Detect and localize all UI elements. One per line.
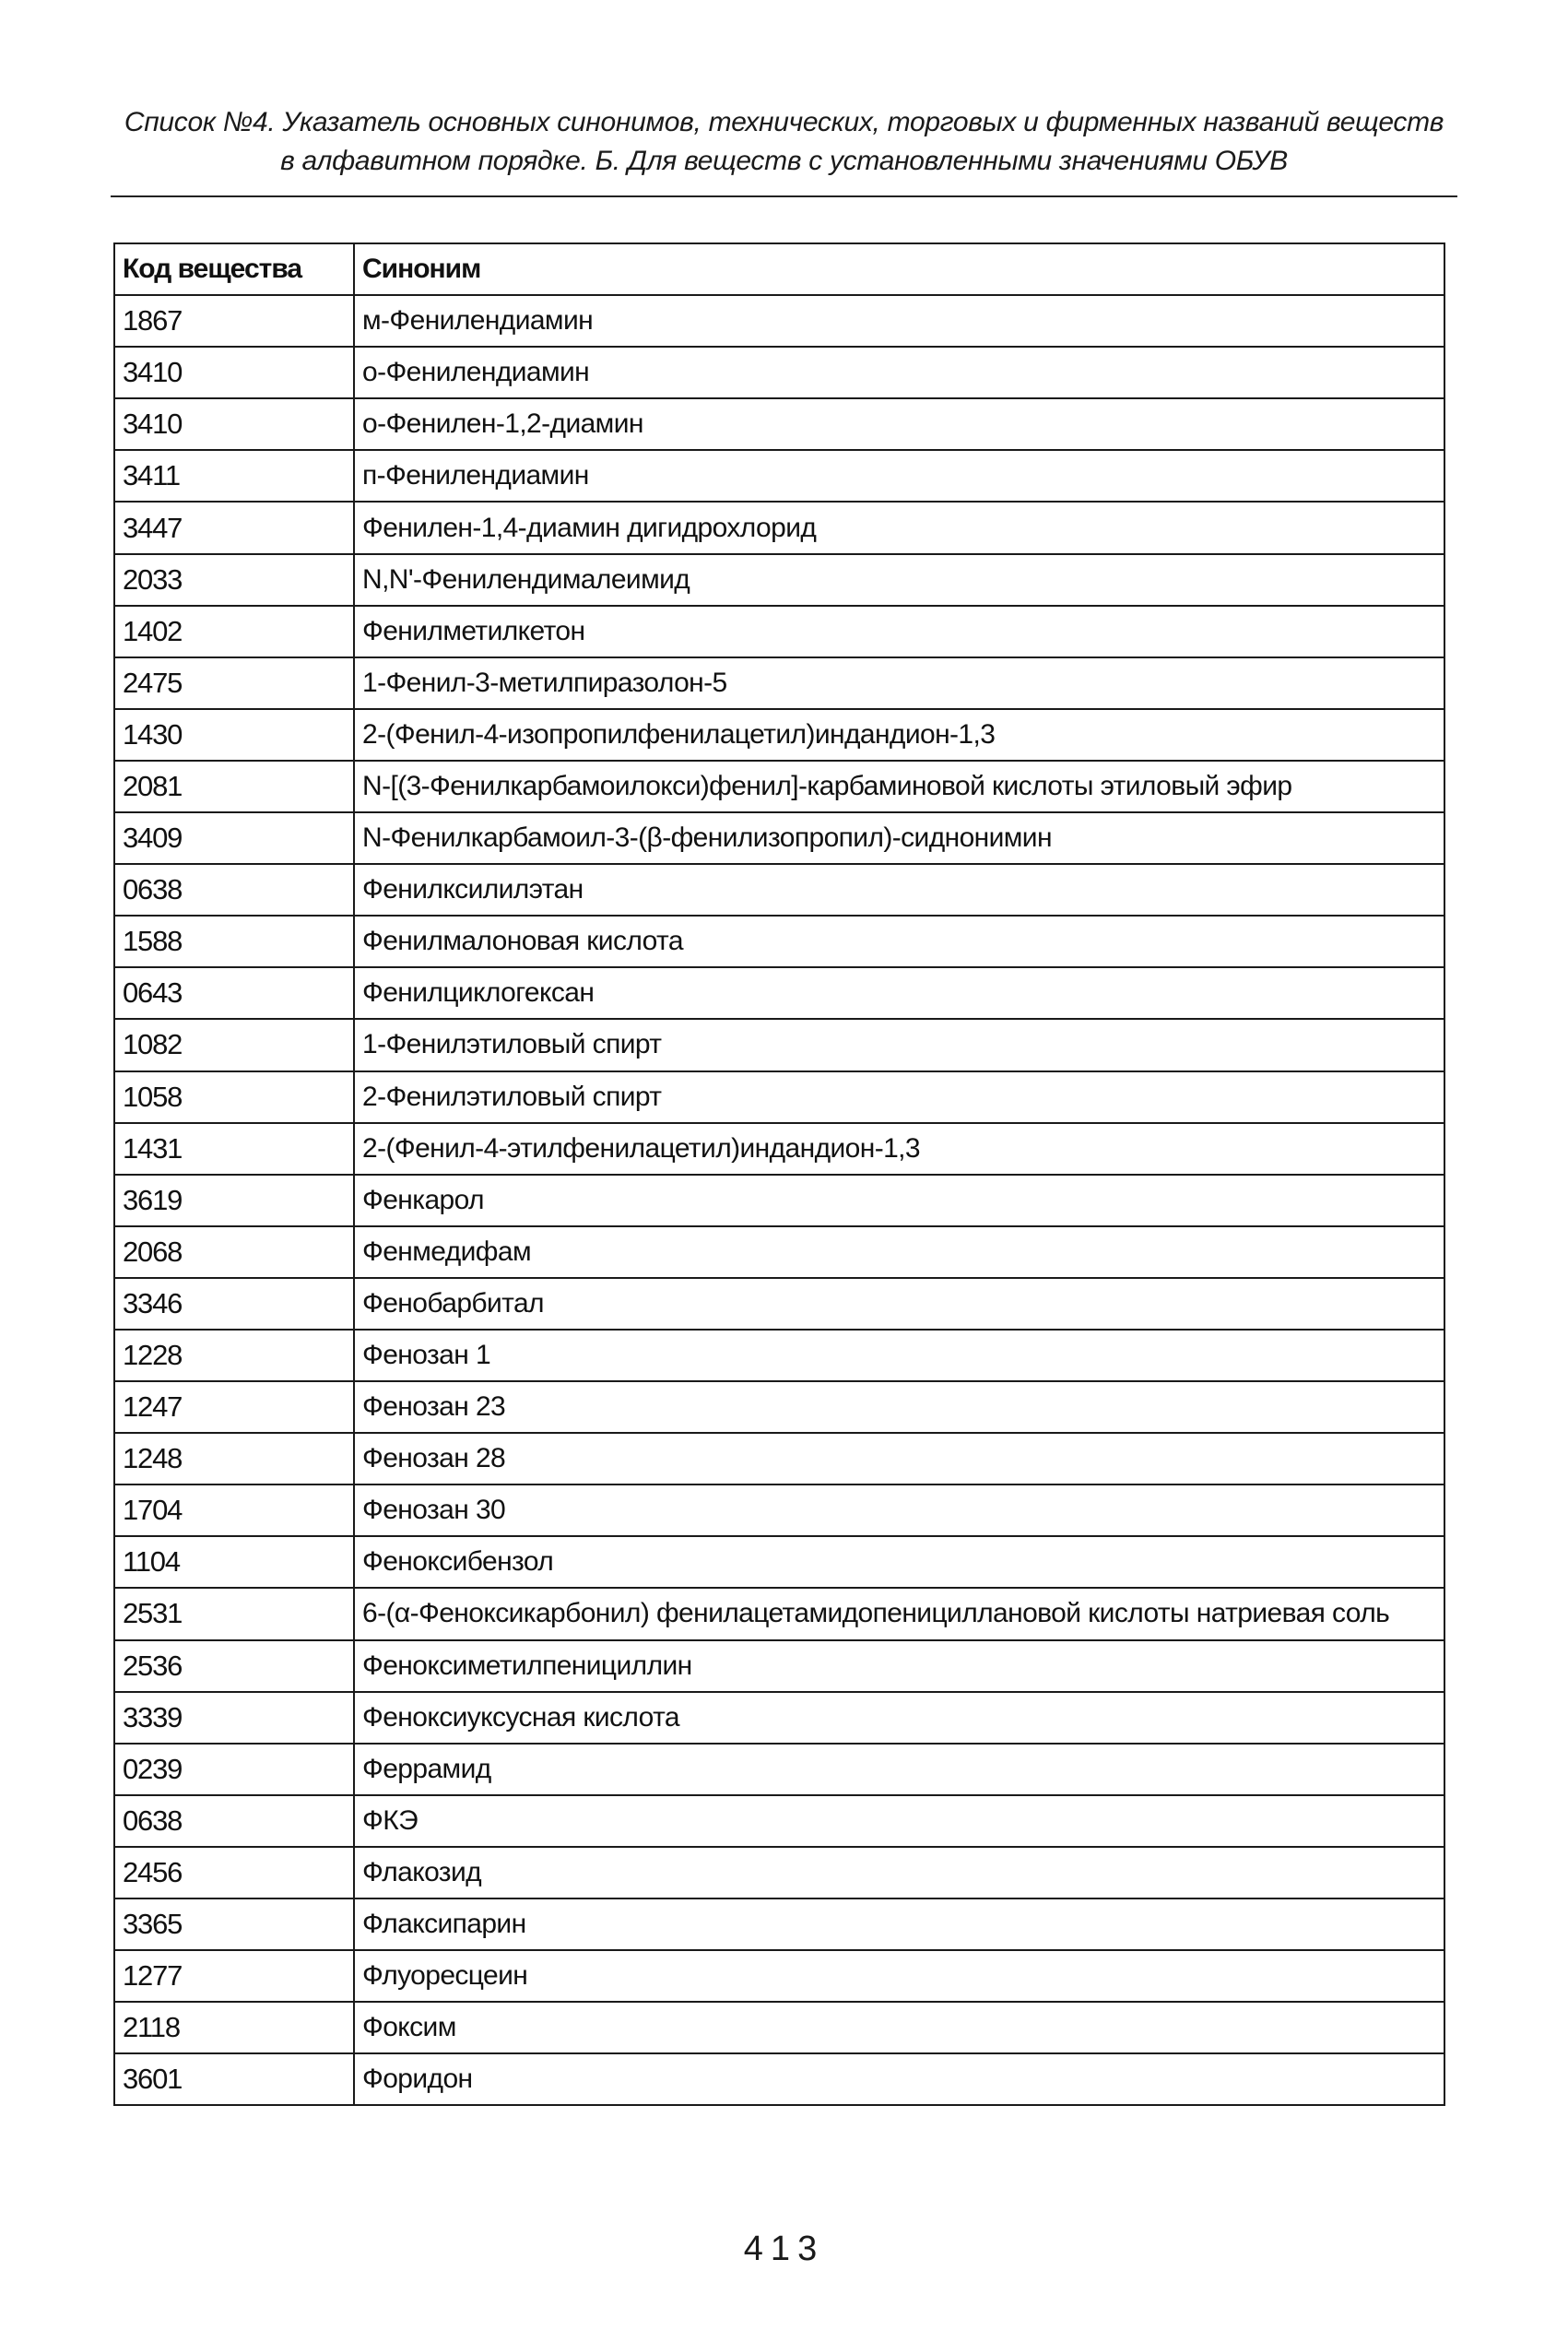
synonym-cell: Фенозан 28 xyxy=(354,1433,1444,1484)
table-row xyxy=(114,761,1444,812)
synonym-cell: 6-(α-Феноксикарбонил) фенилацетамидопенициллановой кислоты натриевая соль xyxy=(354,1588,1444,1639)
substance-code-cell: 1402 xyxy=(114,606,354,657)
substance-code-cell: 2531 xyxy=(114,1588,354,1639)
table-row xyxy=(114,1278,1444,1330)
substance-code-cell: 3365 xyxy=(114,1898,354,1950)
table-row xyxy=(114,1847,1444,1898)
substance-code-cell: 1431 xyxy=(114,1123,354,1175)
table-row xyxy=(114,1950,1444,2002)
synonym-cell: 2-(Фенил-4-этилфенилацетил)индандион-1,3 xyxy=(354,1123,1444,1175)
header-line-2: в алфавитном порядке. Б. Для веществ с установленными значениями ОБУВ xyxy=(280,146,1288,176)
synonym-cell: Фенозан 23 xyxy=(354,1381,1444,1433)
table-row xyxy=(114,450,1444,502)
table-row xyxy=(114,1795,1444,1847)
table-row xyxy=(114,1692,1444,1744)
table-row xyxy=(114,1330,1444,1381)
table-row xyxy=(114,657,1444,709)
synonym-cell: N-[(3-Фенилкарбамоилокси)фенил]-карбаминовой кислоты этиловый эфир xyxy=(354,761,1444,812)
substance-code-cell: 3410 xyxy=(114,347,354,398)
table-body xyxy=(114,295,1444,2105)
table-row xyxy=(114,812,1444,864)
table-row xyxy=(114,1640,1444,1692)
table-header-row xyxy=(114,243,1444,295)
table-row xyxy=(114,1071,1444,1123)
synonym-cell: Фенмедифам xyxy=(354,1226,1444,1278)
running-header xyxy=(111,103,1457,181)
table-row xyxy=(114,554,1444,606)
synonym-cell: м-Фенилендиамин xyxy=(354,295,1444,347)
synonym-cell: Феноксибензол xyxy=(354,1536,1444,1588)
substance-code-cell: 1247 xyxy=(114,1381,354,1433)
table-row xyxy=(114,606,1444,657)
synonym-cell: 2-(Фенил-4-изопропилфенилацетил)индандион-1,3 xyxy=(354,709,1444,761)
synonym-cell: Фенилметилкетон xyxy=(354,606,1444,657)
substance-code-cell: 3411 xyxy=(114,450,354,502)
table-row xyxy=(114,1433,1444,1484)
substance-code-cell: 3409 xyxy=(114,812,354,864)
table-row xyxy=(114,2002,1444,2053)
table-row xyxy=(114,916,1444,967)
synonym-cell: Феррамид xyxy=(354,1744,1444,1795)
synonym-cell: п-Фенилендиамин xyxy=(354,450,1444,502)
substance-code-cell: 1867 xyxy=(114,295,354,347)
substance-code-cell: 0643 xyxy=(114,967,354,1019)
substance-code-cell: 3601 xyxy=(114,2053,354,2105)
substance-code-cell: 1277 xyxy=(114,1950,354,2002)
synonym-cell: 2-Фенилэтиловый спирт xyxy=(354,1071,1444,1123)
synonym-cell: Фенилксилилэтан xyxy=(354,864,1444,916)
table-row xyxy=(114,1744,1444,1795)
table-row xyxy=(114,1019,1444,1070)
substance-code-cell: 2475 xyxy=(114,657,354,709)
table-row xyxy=(114,2053,1444,2105)
synonym-cell: Феноксиметилпенициллин xyxy=(354,1640,1444,1692)
substance-code-cell: 1228 xyxy=(114,1330,354,1381)
table-row xyxy=(114,502,1444,553)
synonym-cell: Флаксипарин xyxy=(354,1898,1444,1950)
synonym-cell: 1-Фенил-3-метилпиразолон-5 xyxy=(354,657,1444,709)
table-row xyxy=(114,347,1444,398)
substance-code-cell: 1082 xyxy=(114,1019,354,1070)
table-row xyxy=(114,1226,1444,1278)
table-row xyxy=(114,1588,1444,1639)
synonym-cell: Фоксим xyxy=(354,2002,1444,2053)
page-number: 413 xyxy=(743,2230,825,2268)
column-header-synonym: Синоним xyxy=(354,243,1444,295)
synonym-cell: Фенилен-1,4-диамин дигидрохлорид xyxy=(354,502,1444,553)
substance-code-cell: 2033 xyxy=(114,554,354,606)
header-divider xyxy=(111,195,1457,197)
table-row xyxy=(114,1484,1444,1536)
substance-code-cell: 2081 xyxy=(114,761,354,812)
substance-code-cell: 1104 xyxy=(114,1536,354,1588)
substance-code-cell: 2118 xyxy=(114,2002,354,2053)
table-row xyxy=(114,1898,1444,1950)
synonym-cell: N,N'-Фенилендималеимид xyxy=(354,554,1444,606)
synonym-cell: о-Фенилен-1,2-диамин xyxy=(354,398,1444,450)
substance-code-cell: 1248 xyxy=(114,1433,354,1484)
substance-code-cell: 0638 xyxy=(114,1795,354,1847)
synonym-cell: Фенозан 1 xyxy=(354,1330,1444,1381)
synonym-cell: ФКЭ xyxy=(354,1795,1444,1847)
table-row xyxy=(114,398,1444,450)
table-row xyxy=(114,1175,1444,1226)
substance-code-cell: 1588 xyxy=(114,916,354,967)
table-row xyxy=(114,864,1444,916)
substance-code-cell: 3619 xyxy=(114,1175,354,1226)
synonym-cell: Флакозид xyxy=(354,1847,1444,1898)
substance-code-cell: 3339 xyxy=(114,1692,354,1744)
synonym-cell: Фенилциклогексан xyxy=(354,967,1444,1019)
table-row xyxy=(114,1123,1444,1175)
substance-code-cell: 0239 xyxy=(114,1744,354,1795)
synonym-cell: N-Фенилкарбамоил-3-(β-фенилизопропил)-сиднонимин xyxy=(354,812,1444,864)
synonym-cell: Фенилмалоновая кислота xyxy=(354,916,1444,967)
column-header-code: Код вещества xyxy=(114,243,354,295)
substance-code-cell: 3447 xyxy=(114,502,354,553)
substance-code-cell: 1430 xyxy=(114,709,354,761)
substance-code-cell: 3346 xyxy=(114,1278,354,1330)
synonym-cell: о-Фенилендиамин xyxy=(354,347,1444,398)
header-line-1: Список №4. Указатель основных синонимов, технических, торговых и фирменных названий веществ xyxy=(124,107,1444,137)
table-row xyxy=(114,1536,1444,1588)
table-row xyxy=(114,709,1444,761)
synonym-cell: Фенозан 30 xyxy=(354,1484,1444,1536)
substance-code-cell: 3410 xyxy=(114,398,354,450)
synonym-cell: Феноксиуксусная кислота xyxy=(354,1692,1444,1744)
table-row xyxy=(114,967,1444,1019)
substance-code-cell: 2456 xyxy=(114,1847,354,1898)
synonym-cell: Флуоресцеин xyxy=(354,1950,1444,2002)
table-row xyxy=(114,295,1444,347)
substance-code-cell: 1058 xyxy=(114,1071,354,1123)
table-row xyxy=(114,1381,1444,1433)
substance-code-cell: 1704 xyxy=(114,1484,354,1536)
substance-code-cell: 2068 xyxy=(114,1226,354,1278)
synonym-cell: 1-Фенилэтиловый спирт xyxy=(354,1019,1444,1070)
synonym-cell: Фенкарол xyxy=(354,1175,1444,1226)
synonym-cell: Форидон xyxy=(354,2053,1444,2105)
substance-code-cell: 0638 xyxy=(114,864,354,916)
synonym-cell: Фенобарбитал xyxy=(354,1278,1444,1330)
substance-code-cell: 2536 xyxy=(114,1640,354,1692)
synonyms-table xyxy=(113,242,1445,2106)
